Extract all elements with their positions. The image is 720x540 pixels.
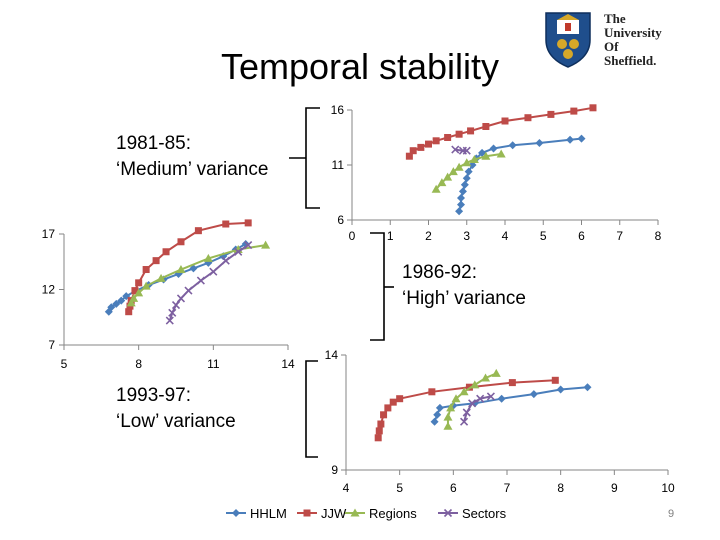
x-tick-label: 11: [207, 357, 220, 371]
caption-1981-85: 1981-85: ‘Medium’ variance: [116, 133, 269, 180]
caption-1993-97: 1993-97: ‘Low’ variance: [116, 385, 236, 432]
legend-item-JJW: [297, 506, 347, 521]
series-Sectors: [166, 242, 251, 324]
data-point-JJW: [589, 104, 596, 111]
series-Regions: [127, 241, 270, 307]
data-point-HHLM: [463, 174, 471, 182]
x-tick-label: 0: [348, 229, 356, 243]
series-line-HHLM: [459, 139, 581, 212]
chart-1986-92: [325, 348, 675, 495]
x-tick-label: 14: [281, 357, 295, 371]
legend-label: Sectors: [462, 506, 507, 521]
data-point-JJW: [509, 379, 516, 386]
data-point-JJW: [396, 395, 403, 402]
data-point-HHLM: [459, 187, 467, 195]
series-Sectors: [452, 146, 470, 154]
x-tick-label: 3: [463, 229, 471, 243]
data-point-HHLM: [509, 141, 517, 149]
data-point-JJW: [153, 257, 160, 264]
legend-item-HHLM: [226, 506, 287, 521]
data-point-JJW: [524, 114, 531, 121]
series-line-JJW: [409, 108, 593, 156]
y-tick-label: 12: [41, 282, 55, 297]
y-tick-label: 14: [324, 348, 338, 362]
legend-marker: [232, 509, 240, 517]
data-point-Sectors: [177, 295, 184, 302]
data-point-Regions: [492, 369, 501, 377]
x-tick-label: 4: [342, 481, 350, 495]
data-point-JJW: [375, 434, 382, 441]
y-tick-label: 17: [41, 227, 55, 241]
series-line-HHLM: [435, 387, 588, 422]
data-point-JJW: [482, 123, 489, 130]
data-point-JJW: [425, 141, 432, 148]
data-point-JJW: [177, 238, 184, 245]
data-point-HHLM: [455, 207, 463, 215]
data-point-Sectors: [185, 287, 192, 294]
series-Sectors: [461, 393, 495, 425]
x-tick-label: 4: [501, 229, 509, 243]
bracket-1993-97: [306, 361, 318, 457]
data-point-HHLM: [578, 135, 586, 143]
legend-marker: [304, 510, 311, 517]
legend-label: Regions: [369, 506, 417, 521]
data-point-JJW: [380, 411, 387, 418]
y-tick-label: 7: [48, 338, 55, 352]
x-tick-label: 5: [539, 229, 547, 243]
data-point-JJW: [222, 221, 229, 228]
data-point-Sectors: [210, 268, 217, 275]
y-tick-label: 9: [331, 463, 338, 477]
data-point-HHLM: [535, 139, 543, 147]
data-point-JJW: [410, 147, 417, 154]
series-JJW: [375, 377, 559, 442]
data-point-JJW: [456, 131, 463, 138]
y-tick-label: 6: [337, 213, 344, 227]
university-wordmark: The University Of Sheffield.: [604, 11, 662, 68]
chart-1981-85: [331, 103, 662, 243]
chart-1993-97: [42, 219, 295, 371]
legend: [226, 506, 507, 521]
data-point-HHLM: [566, 136, 574, 144]
data-point-JJW: [502, 118, 509, 125]
data-point-JJW: [245, 219, 252, 226]
caption-1986-92: 1986-92: ‘High’ variance: [402, 262, 526, 309]
data-point-HHLM: [431, 418, 439, 426]
data-point-Sectors: [197, 277, 204, 284]
x-tick-label: 8: [135, 357, 143, 371]
data-point-HHLM: [530, 390, 538, 398]
slide-title: Temporal stability: [220, 46, 500, 87]
x-tick-label: 2: [425, 229, 432, 243]
data-point-JJW: [135, 279, 142, 286]
data-point-HHLM: [490, 145, 498, 153]
x-tick-label: 8: [654, 229, 662, 243]
x-tick-label: 1: [386, 229, 394, 243]
x-tick-label: 8: [557, 481, 565, 495]
legend-label: HHLM: [250, 506, 287, 521]
x-tick-label: 5: [396, 481, 404, 495]
y-tick-label: 11: [331, 158, 344, 172]
data-point-JJW: [163, 248, 170, 255]
x-tick-label: 6: [578, 229, 585, 243]
x-tick-label: 6: [449, 481, 457, 495]
x-tick-label: 10: [661, 481, 675, 495]
series-HHLM: [455, 135, 585, 216]
series-line-Sectors: [464, 396, 491, 421]
data-point-HHLM: [457, 194, 465, 202]
legend-item-Sectors: [438, 506, 507, 521]
data-point-JJW: [195, 227, 202, 234]
data-point-HHLM: [433, 411, 441, 419]
data-point-HHLM: [557, 386, 565, 394]
y-tick-label: 16: [330, 103, 344, 117]
data-point-HHLM: [584, 383, 592, 391]
data-point-HHLM: [465, 168, 473, 176]
page-number: 9: [668, 508, 675, 520]
data-point-JJW: [467, 127, 474, 134]
data-point-JJW: [376, 427, 383, 434]
data-point-JJW: [143, 266, 150, 273]
x-tick-label: 7: [616, 229, 624, 243]
data-point-Sectors: [222, 257, 229, 264]
data-point-HHLM: [461, 181, 469, 189]
legend-label: JJW: [321, 506, 347, 521]
series-line-Regions: [131, 245, 265, 303]
legend-item-Regions: [345, 506, 417, 521]
data-point-JJW: [433, 137, 440, 144]
data-point-HHLM: [498, 395, 506, 403]
bracket-1981-85: [289, 108, 320, 208]
data-point-JJW: [428, 388, 435, 395]
data-point-Regions: [443, 413, 452, 421]
data-point-Regions: [443, 422, 452, 430]
data-point-JJW: [417, 144, 424, 151]
bracket-1986-92: [370, 233, 394, 340]
data-point-Sectors: [173, 302, 180, 309]
data-point-JJW: [547, 111, 554, 118]
data-point-JJW: [390, 399, 397, 406]
x-tick-label: 7: [503, 481, 511, 495]
data-point-JJW: [552, 377, 559, 384]
data-point-HHLM: [436, 404, 444, 412]
x-tick-label: 5: [60, 357, 68, 371]
data-point-JJW: [444, 134, 451, 141]
data-point-JJW: [570, 108, 577, 115]
data-point-Regions: [455, 163, 464, 171]
data-point-JJW: [377, 421, 384, 428]
x-tick-label: 9: [610, 481, 618, 495]
